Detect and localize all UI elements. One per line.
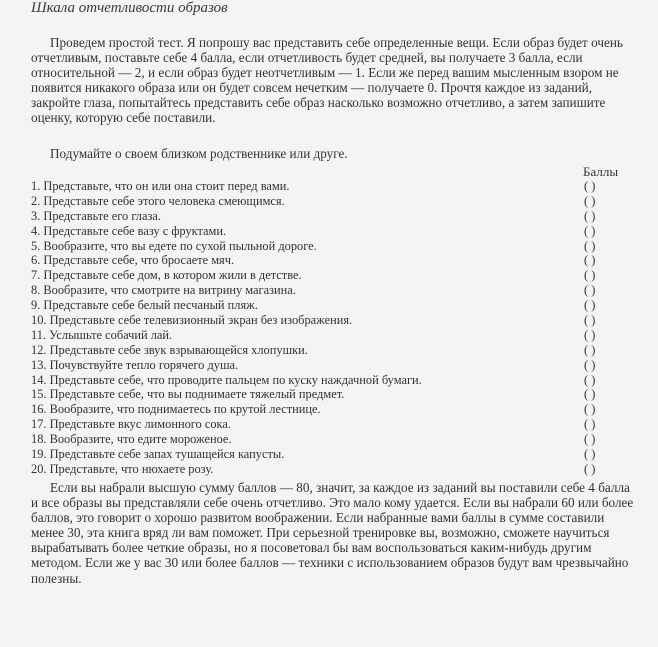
task-item bbox=[31, 462, 631, 477]
task-item bbox=[31, 417, 631, 432]
task-list bbox=[31, 179, 631, 477]
task-item bbox=[31, 209, 631, 224]
score-field: ( ) bbox=[584, 223, 596, 238]
task-item-text: 13. Почувствуйте тепло горячего душа. bbox=[31, 357, 239, 372]
score-field: ( ) bbox=[584, 461, 596, 476]
task-item bbox=[31, 253, 631, 268]
lead-paragraph: Подумайте о своем близком родственнике или друге. bbox=[50, 146, 348, 161]
task-item bbox=[31, 268, 631, 283]
task-item-text: 9. Представьте себе белый песчаный пляж. bbox=[31, 298, 258, 313]
task-item bbox=[31, 358, 631, 373]
score-field: ( ) bbox=[584, 193, 596, 208]
task-item bbox=[31, 373, 631, 388]
score-field: ( ) bbox=[584, 327, 596, 342]
task-item bbox=[31, 432, 631, 447]
score-field: ( ) bbox=[584, 432, 596, 447]
score-field: ( ) bbox=[584, 447, 596, 462]
task-item-text: 7. Представьте себе дом, в котором жили в детстве. bbox=[31, 268, 302, 283]
task-item bbox=[31, 402, 631, 417]
task-item-text: 18. Вообразите, что едите мороженое. bbox=[31, 432, 232, 447]
task-item bbox=[31, 313, 631, 328]
task-item bbox=[31, 298, 631, 313]
score-field: ( ) bbox=[584, 357, 596, 372]
score-field: ( ) bbox=[584, 372, 596, 387]
task-item-text: 12. Представьте себе звук взрывающейся хлопушки. bbox=[31, 342, 308, 357]
task-item bbox=[31, 447, 631, 462]
score-field: ( ) bbox=[584, 402, 596, 417]
task-item bbox=[31, 387, 631, 402]
task-item-text: 5. Вообразите, что вы едете по сухой пыльной дороге. bbox=[31, 238, 317, 253]
score-field: ( ) bbox=[584, 208, 596, 223]
task-item-text: 6. Представьте себе, что бросаете мяч. bbox=[31, 253, 235, 268]
section-title: Шкала отчетливости образов bbox=[31, 0, 228, 16]
score-field: ( ) bbox=[584, 238, 596, 253]
task-item-text: 20. Представьте, что нюхаете розу. bbox=[31, 461, 214, 476]
task-item bbox=[31, 194, 631, 209]
score-field: ( ) bbox=[584, 313, 596, 328]
score-field: ( ) bbox=[584, 253, 596, 268]
task-item bbox=[31, 224, 631, 239]
task-item bbox=[31, 179, 631, 194]
task-item-text: 15. Представьте себе, что вы поднимаете тяжелый предмет. bbox=[31, 387, 345, 402]
task-item bbox=[31, 343, 631, 358]
score-field: ( ) bbox=[584, 283, 596, 298]
score-field: ( ) bbox=[584, 387, 596, 402]
score-field: ( ) bbox=[584, 417, 596, 432]
task-item-text: 8. Вообразите, что смотрите на витрину магазина. bbox=[31, 283, 296, 298]
task-item bbox=[31, 328, 631, 343]
task-item-text: 17. Представьте вкус лимонного сока. bbox=[31, 417, 231, 432]
task-item bbox=[31, 239, 631, 254]
score-field: ( ) bbox=[584, 298, 596, 313]
result-paragraph: Если вы набрали высшую сумму баллов — 80, значит, за каждое из заданий вы поставили себе 4 балла и все образы вы представляли себе очень отчетливо. Это мало кому удается. Если вы набрали 60 или более баллов, это говорит о хорошо развитом воображении. Если набранные вами баллы в сумме составили менее 30, эта книга вряд ли вам поможет. При серьезной тренировке вы, возможно, сможете научиться вырабатывать более четкие образы, но я посоветовал бы вам воспользоваться каким-нибудь другим методом. Если же у вас 30 или более баллов — техники с использованием образов будут вам чрезвычайно полезны. bbox=[31, 480, 634, 586]
score-field: ( ) bbox=[584, 268, 596, 283]
task-item-text: 2. Представьте себе этого человека смеющимся. bbox=[31, 193, 285, 208]
scores-column-header: Баллы bbox=[583, 164, 619, 179]
task-item-text: 4. Представьте себе вазу с фруктами. bbox=[31, 223, 227, 238]
task-item-text: 1. Представьте, что он или она стоит перед вами. bbox=[31, 179, 290, 193]
task-item-text: 14. Представьте себе, что проводите пальцем по куску наждачной бумаги. bbox=[31, 372, 422, 387]
task-item-text: 19. Представьте себе запах тушащейся капусты. bbox=[31, 447, 285, 462]
score-field: ( ) bbox=[584, 179, 596, 193]
intro-paragraph: Проведем простой тест. Я попрошу вас представить себе определенные вещи. Если образ будет очень отчетливым, поставьте себе 4 балла, если отчетливость будет средней, вы получаете 3 балла, если относительной — 2, и если образ будет неотчетливым — 1. Если же перед вашим мысленным взором не появится никакого образа или он будет совсем нечетким — получаете 0. Прочтя каждое из заданий, закройте глаза, попытайтесь представить себе образ насколько возможно отчетливо, а затем запишите оценку, которую себе поставили. bbox=[31, 35, 623, 126]
task-item-text: 11. Услышьте собачий лай. bbox=[31, 327, 173, 342]
task-item-text: 16. Вообразите, что поднимаетесь по крутой лестнице. bbox=[31, 402, 321, 417]
score-field: ( ) bbox=[584, 342, 596, 357]
task-item-text: 3. Представьте его глаза. bbox=[31, 208, 161, 223]
task-item bbox=[31, 283, 631, 298]
task-item-text: 10. Представьте себе телевизионный экран без изображения. bbox=[31, 313, 353, 328]
